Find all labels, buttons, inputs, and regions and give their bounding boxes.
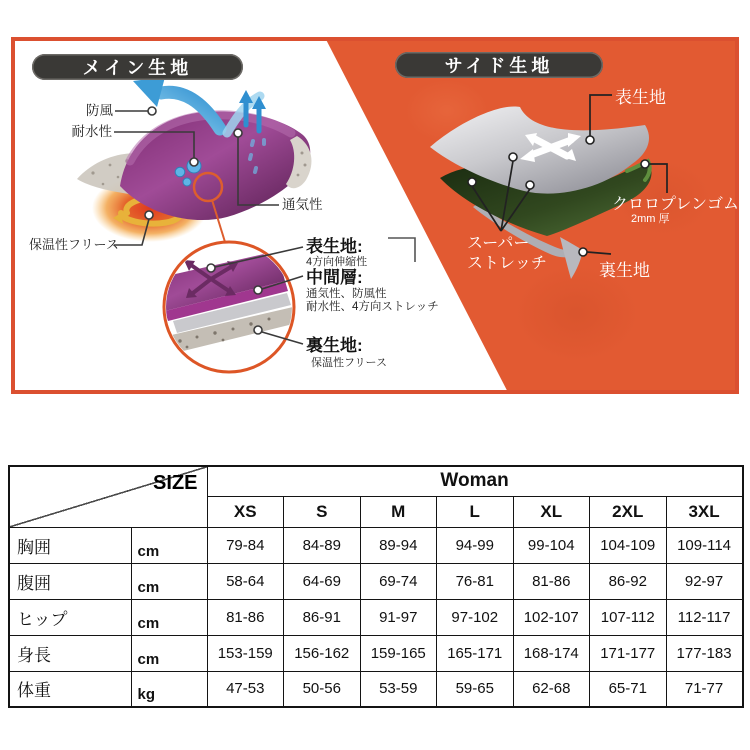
lining-tip [560,237,583,279]
callout-outer-title: 表生地: [306,237,363,256]
side-label-stretch-line2: ストレッチ [467,255,547,272]
row-name: ヒップ [9,599,131,635]
cell-value: 62-68 [513,671,590,707]
side-fabric-title-pill [395,52,603,78]
side-fabric-title: サイド生地 [444,56,554,76]
cell-value: 94-99 [437,527,514,563]
cell-value: 89-94 [360,527,437,563]
cell-value: 81-86 [207,599,284,635]
cell-value: 171-177 [590,635,667,671]
cell-value: 64-69 [284,563,361,599]
cell-value: 91-97 [360,599,437,635]
row-unit: cm [131,599,207,635]
size-corner-label: SIZE [153,472,198,494]
side-label-stretch-line1: スーパー [467,235,530,252]
table-row-hip [9,599,743,635]
table-row-height [9,635,743,671]
cell-value: 97-102 [437,599,514,635]
cell-value: 104-109 [590,527,667,563]
label-windproof: 防風 [86,103,113,118]
cell-value: 69-74 [360,563,437,599]
row-unit: kg [131,671,207,707]
table-row-weight [9,671,743,707]
size-header-s: S [284,496,361,527]
cell-value: 50-56 [284,671,361,707]
corner-mark [388,238,415,262]
row-name: 身長 [9,635,131,671]
cell-value: 92-97 [666,563,743,599]
cell-value: 84-89 [284,527,361,563]
size-header-m: M [360,496,437,527]
airflow-arrowhead-large [133,77,165,107]
cell-value: 107-112 [590,599,667,635]
row-name: 胸囲 [9,527,131,563]
size-header-2xl: 2XL [590,496,667,527]
cell-value: 177-183 [666,635,743,671]
side-label-rubber: クロロプレンゴム [612,196,739,213]
cell-value: 112-117 [666,599,743,635]
size-header-l: L [437,496,514,527]
size-header-xs: XS [207,496,284,527]
row-name: 体重 [9,671,131,707]
callout-outer-desc: 4方向伸縮性 [306,256,368,268]
cell-value: 47-53 [207,671,284,707]
cell-value: 109-114 [666,527,743,563]
cell-value: 102-107 [513,599,590,635]
size-header-3xl: 3XL [666,496,743,527]
cell-value: 168-174 [513,635,590,671]
side-label-outer: 表生地 [615,88,666,107]
table-row-waist [9,563,743,599]
cell-value: 53-59 [360,671,437,707]
side-label-stretch [467,234,547,274]
callout-middle-desc2: 耐水性、4方向ストレッチ [306,301,439,313]
panel-inner [15,41,739,390]
cell-value: 99-104 [513,527,590,563]
cell-value: 159-165 [360,635,437,671]
row-unit: cm [131,527,207,563]
cell-value: 65-71 [590,671,667,707]
label-water-resistance: 耐水性 [71,124,112,139]
side-fabric-illustration [430,95,667,279]
cell-value: 165-171 [437,635,514,671]
cell-value: 71-77 [666,671,743,707]
main-fabric-illustration [77,77,415,372]
cell-value: 86-92 [590,563,667,599]
cell-value: 153-159 [207,635,284,671]
main-fabric-title-pill [32,54,243,80]
row-unit: cm [131,635,207,671]
size-header-xl: XL [513,496,590,527]
side-label-rubber-thickness: 2mm 厚 [631,213,670,225]
callout-lining-desc: 保温性フリース [311,357,388,369]
row-name: 腹囲 [9,563,131,599]
cell-value: 81-86 [513,563,590,599]
label-breathability: 通気性 [282,197,323,212]
label-thermal-fleece: 保温性フリース [29,237,119,252]
size-corner-cell [9,466,207,527]
size-chart-table [8,465,744,708]
callout-lining-title: 裏生地: [306,336,363,355]
cell-value: 76-81 [437,563,514,599]
callout-middle-title: 中間層: [306,268,363,287]
cell-value: 79-84 [207,527,284,563]
row-unit: cm [131,563,207,599]
cell-value: 58-64 [207,563,284,599]
side-label-lining: 裏生地 [599,261,650,280]
main-fabric-title: メイン生地 [82,58,193,78]
table-row-chest [9,527,743,563]
cell-value: 156-162 [284,635,361,671]
callout-middle-desc: 通気性、防風性 [306,288,387,300]
group-header-woman: Woman [207,466,743,496]
cell-value: 59-65 [437,671,514,707]
cell-value: 86-91 [284,599,361,635]
fabric-diagram-panel [11,37,739,394]
